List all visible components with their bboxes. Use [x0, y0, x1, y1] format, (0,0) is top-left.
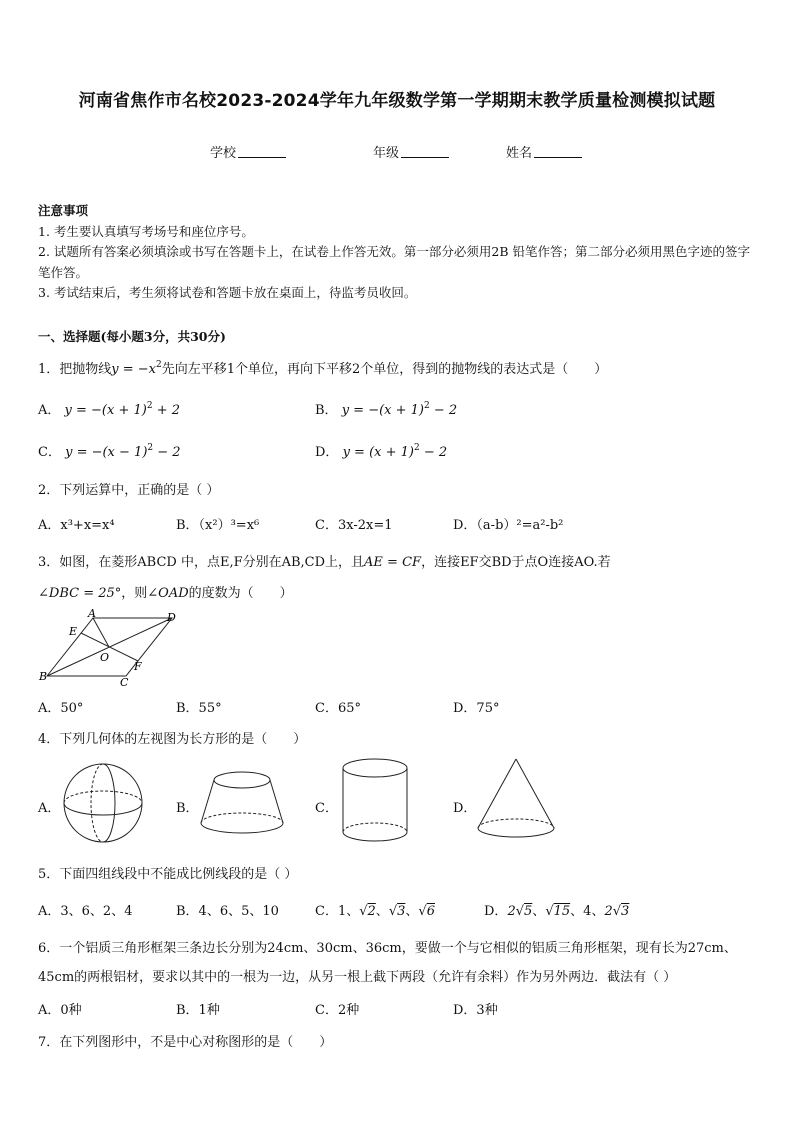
q3-text-3: ，则: [121, 586, 148, 601]
q3-option-a: A．50°: [38, 701, 84, 716]
q5-d-coef-1: 2: [507, 904, 516, 919]
label-f: F: [134, 660, 142, 673]
q2-option-b: B．（x²）³=x⁶: [176, 518, 260, 533]
q1-option-a: A． $y = -(x + 1)^2 + 2$: [38, 401, 181, 418]
q1-text: 1．把抛物线: [38, 362, 112, 377]
frustum-top: [214, 772, 270, 788]
cylinder-figure: [338, 756, 412, 846]
sphere-figure: [60, 760, 146, 846]
q1-text-end: 先向左平移1个单位，再向下平移2个单位，得到的抛物线的表达式是（ ）: [161, 362, 608, 377]
exponent: 2: [146, 401, 153, 411]
q5-d-coef-2: 2: [604, 904, 613, 919]
q5-d-root-1: 5: [524, 904, 533, 919]
q3-text-2: ，连接EF交BD于点O连接AO.若: [421, 555, 611, 570]
question-3-stem-line1: [38, 551, 611, 570]
cylinder-top: [343, 759, 407, 777]
q5-d-root-2: 15: [553, 904, 571, 919]
q5-option-c: C．1、√2、√3、√6: [315, 904, 435, 919]
rhombus-figure: [36, 608, 186, 690]
q3-option-d: D．75°: [453, 701, 500, 716]
q4-option-c: C．: [315, 801, 338, 816]
q6-option-c: C．2种: [315, 1003, 360, 1018]
q6-option-a: A．0种: [38, 1003, 82, 1018]
exponent: 2: [413, 443, 420, 453]
grade-field: [373, 142, 449, 161]
frustum-side-right: [270, 780, 283, 823]
school-blank: [238, 145, 286, 158]
q5-d-value: 4: [583, 904, 592, 919]
frustum-base-back: [201, 813, 283, 823]
question-4-stem: 4．下列几何体的左视图为长方形的是（ ）: [38, 732, 307, 747]
q1-b-math: y = −(x + 1): [341, 403, 424, 418]
name-field: [506, 142, 582, 161]
question-5-stem: 5．下面四组线段中不能成比例线段的是（ ）: [38, 867, 298, 882]
cone-side-right: [516, 759, 554, 828]
q2-option-c: C．3x-2x=1: [315, 518, 393, 533]
page-title: 河南省焦作市名校2023-2024学年九年级数学第一学期期末教学质量检测模拟试题: [78, 91, 716, 111]
label-o: O: [100, 651, 110, 664]
question-6-stem-line2: 45cm的两根铝材，要求以其中的一根为一边，从另一根上截下两段（允许有余料）作为另外两边．截法有（ ）: [38, 970, 677, 985]
separator: 、: [591, 904, 605, 919]
meridian-back: [91, 764, 103, 842]
cylinder-base-front: [343, 832, 407, 841]
school-label: 学校: [210, 146, 237, 161]
q3-option-c: C．65°: [315, 701, 361, 716]
name-blank: [534, 145, 582, 158]
q1-option-c: C． $y = -(x - 1)^2 - 2$: [38, 443, 181, 460]
frustum-side-left: [201, 780, 214, 823]
q1-c-math: y = −(x − 1): [65, 445, 148, 460]
q5-option-a: A．3、6、2、4: [38, 904, 133, 919]
frustum-figure: [196, 768, 288, 838]
question-3-stem-line2: [38, 582, 293, 601]
notice-item: 1. 考生要认真填写考场号和座位序号。: [38, 223, 254, 239]
label-b: B: [39, 670, 48, 683]
q3-angle-math: ∠DBC = 25°: [38, 586, 122, 601]
label-a: A: [88, 608, 96, 620]
q1-d-tail: − 2: [419, 445, 448, 460]
question-6-stem-line1: 6．一个铝质三角形框架三条边长分别为24cm、30cm、36cm，要做一个与它相似的铝质三角形框架，现有长为27cm、: [38, 941, 737, 956]
notice-item: 3. 考试结束后，考生须将试卷和答题卡放在桌面上，待监考员收回。: [38, 285, 417, 300]
exponent: 2: [424, 401, 430, 411]
label-c: C: [120, 676, 129, 689]
equator-back: [64, 791, 142, 803]
q4-option-b: B．: [176, 801, 199, 816]
school-field: [210, 142, 286, 161]
cone-base-front: [478, 828, 554, 837]
q1-a-math: y = −(x + 1): [64, 403, 147, 418]
separator: 、: [570, 904, 584, 919]
q1-c-tail: − 2: [153, 445, 181, 460]
name-label: 姓名: [506, 146, 533, 161]
question-2-stem: 2．下列运算中，正确的是（ ）: [38, 483, 220, 498]
q1-option-b: B． $y = -(x + 1)^2 - 2$: [315, 401, 458, 418]
q4-option-a: A．: [38, 801, 61, 816]
cone-figure: [474, 756, 558, 844]
grade-blank: [401, 145, 449, 158]
q6-option-d: D．3种: [453, 1003, 498, 1018]
q3-math: AE = CF: [364, 555, 422, 570]
q5-d-root-3: 3: [621, 904, 630, 919]
q5-option-d: D．2√5、√15、4、2√3: [484, 904, 630, 919]
question-1-stem: [38, 358, 607, 377]
cylinder-base-back: [343, 823, 407, 832]
q3-text: 3．如图，在菱形ABCD 中，点E,F分别在AB,CD上，且: [38, 555, 365, 570]
exponent: 2: [147, 443, 154, 453]
separator: 、: [532, 904, 546, 919]
q5-option-b: B．4、6、5、10: [176, 904, 279, 919]
frustum-base-front: [201, 823, 283, 833]
question-7-stem: 7．在下列图形中，不是中心对称图形的是（ ）: [38, 1035, 333, 1050]
equator-front: [64, 803, 142, 815]
notice-item: 2. 试题所有答案必须填涂或书写在答题卡上，在试卷上作答无效。第一部分必须用2B 铅笔作答；第二部分必须用黑色字迹的签字笔作答。: [38, 244, 751, 280]
q3-text-4: 的度数为（ ）: [188, 586, 293, 601]
q4-option-d: D．: [453, 801, 477, 816]
q5-d-prefix: D．: [484, 904, 508, 919]
separator: 、: [375, 904, 389, 919]
notice-block: [38, 201, 758, 304]
q2-option-d: D．（a-b）²=a²-b²: [453, 518, 564, 533]
sphere-outline: [64, 764, 142, 842]
q1-b-tail: − 2: [429, 403, 458, 418]
exponent: 2: [156, 360, 162, 370]
q3-option-b: B．55°: [176, 701, 222, 716]
section-heading: 一、选择题(每小题3分，共30分): [38, 329, 226, 344]
separator: 、: [405, 904, 419, 919]
q5-c-root-3: 6: [426, 904, 435, 919]
label-e: E: [69, 625, 78, 638]
q5-c-root-2: 3: [397, 904, 406, 919]
label-d: D: [167, 611, 176, 624]
notice-heading: 注意事项: [38, 203, 89, 218]
meridian-front: [103, 764, 115, 842]
q1-math: y = −x: [111, 362, 157, 377]
q2-option-a: A．x³+x=x⁴: [38, 518, 115, 533]
cone-base-back: [478, 819, 554, 828]
q6-option-b: B．1种: [176, 1003, 220, 1018]
cone-side-left: [478, 759, 516, 828]
grade-label: 年级: [373, 146, 400, 161]
q5-c-prefix: C．1、: [315, 904, 360, 919]
q1-option-d: D． $y = (x + 1)^2 - 2$: [315, 443, 448, 460]
q1-d-math: y = (x + 1): [342, 445, 414, 460]
q3-angle-2: ∠OAD: [147, 586, 189, 601]
q5-c-root-1: 2: [367, 904, 376, 919]
q1-a-tail: + 2: [152, 403, 181, 418]
